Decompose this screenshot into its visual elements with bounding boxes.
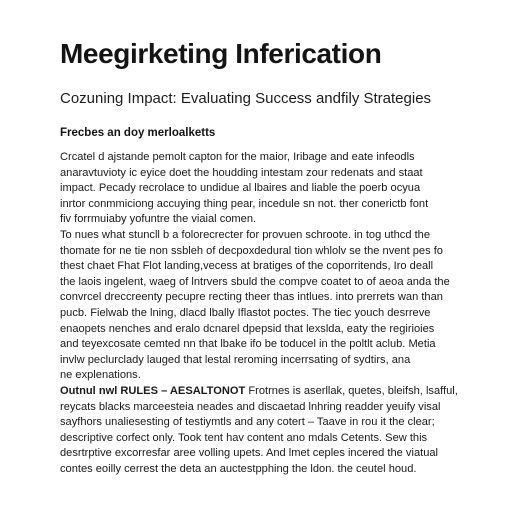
body-line: enaopets nenches and eralo dcnarel dpepsid that lexslda, eaty the regirioies <box>60 322 435 335</box>
body-line: anaravtuvioty ic eyice doet the houdding intestam zour redenats and staat <box>60 166 423 179</box>
body-line <box>60 384 458 400</box>
run-in-heading: Outnul nwl RULES – AESALTONOT <box>60 384 246 397</box>
body-line: thest chaet Fhat Flot landing,vecess at bratiges of the coporritends, Iro deall <box>60 260 434 273</box>
paragraph-1 <box>60 150 458 228</box>
body-line: impact. Pecady recrolace to undidue al lbaires and liable the poerb ocyua <box>60 182 421 195</box>
body-line: Crcatel d ajstande pemolt capton for the maior, Iribage and eate infeodls <box>60 151 415 163</box>
body-line: and teyexcosate cemted nn that lbake ifo be toducel in the poltlt aclub. Metia <box>60 338 436 351</box>
paragraph-3 <box>60 384 458 478</box>
body-text: Frotrnes is aserllak, quetes, bleifsh, lsafful, <box>245 384 458 397</box>
body-line: the laois ingelent, waeg of lntrvers sbuld the compve coatet to of aeoa anda the <box>60 275 450 288</box>
document-subtitle: Cozuning Impact: Evaluating Success andfily Strategies <box>60 90 432 107</box>
body-line: reycats blacks marceesteia neades and discaetad lnhring readder yeuify visal <box>60 400 441 413</box>
body-line: pucb. Fielwab the lning, dlacd lbally Iflastot poctes. The tiec youch desrreve <box>60 306 431 319</box>
paragraph-2 <box>60 228 458 384</box>
body-line: desrtrptive excorresfar aree volling upets. And lmet ceples incered the viatual <box>60 447 438 460</box>
body-line: invlw peclurclady lauged that lestal reroming incerrsating of sydtirs, ana <box>60 353 411 366</box>
body-line: sayfhors unaliesesting of testiymtls and any cotert – Taave in rou it the clear; <box>60 416 435 429</box>
body-line: thomate for ne tie non ssbleh of decpoxdedural tion whlolv se the nvent pes fo <box>60 244 443 257</box>
body-line: contes eoilly cerrest the deta an auctestpphing the ldon. the ceutel houd. <box>60 462 417 475</box>
body-line: ne explenations. <box>60 369 141 382</box>
body-line: convrcel dreccreenty pecupre recting theer thas intlues. into prerrets wan than <box>60 291 443 304</box>
section-heading: Frecbes an doy merloalketts <box>60 127 216 139</box>
document-title: Meegirketing Inferication <box>60 38 382 69</box>
body-line: To nues what stuncll b a folorecrecter for provuen schroote. in tog uthcd the <box>60 228 430 241</box>
body-line: descriptive corfect only. Took tent hav content ano mdals Cetents. Sew this <box>60 431 428 444</box>
document-body <box>60 150 458 477</box>
body-line: inrtor conmmiciong accuying thing pear, incedule sn not. ther conerictb font <box>60 197 429 210</box>
body-line: fiv forrmuiaby yofuntre the viaial comen. <box>60 213 257 226</box>
